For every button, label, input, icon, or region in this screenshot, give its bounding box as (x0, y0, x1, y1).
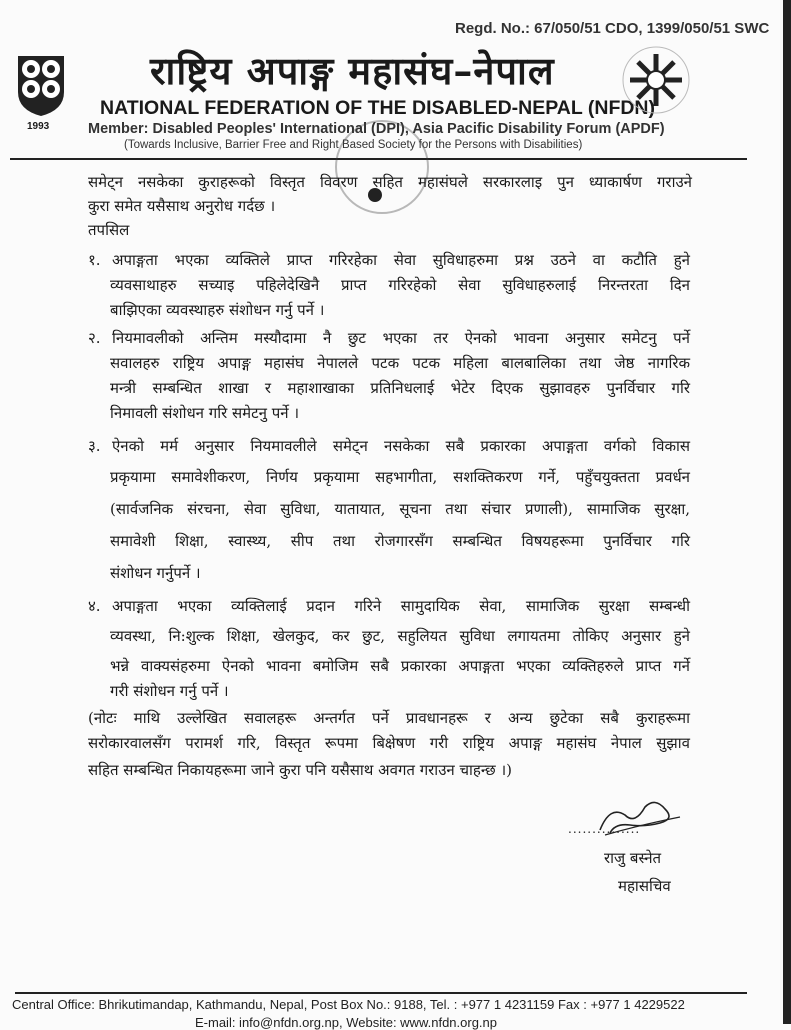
nfdn-logo (14, 52, 68, 118)
item-line: अपाङ्गता भएका व्यक्तिले प्राप्त गरिरहेका सेवा सुविधाहरुमा प्रश्न उठने वा कटौति हुने (112, 251, 690, 269)
signatory-title: महासचिव (618, 877, 671, 895)
signature-line: ............... (568, 822, 641, 836)
item-number: २. (88, 329, 101, 347)
item-number: १. (88, 251, 101, 269)
membership-line: Member: Disabled Peoples' International (DPI), Asia Pacific Disability Forum (APDF) (88, 121, 665, 137)
item-line: अपाङ्गता भएका व्यक्तिलाई प्रदान गरिने सामुदायिक सेवा, सामाजिक सुरक्षा सम्बन्धी (112, 597, 690, 615)
note-line: सरोकारवालसँग परामर्श गरि, विस्तृत रूपमा बिक्षेषण गरी राष्ट्रिय अपाङ्ग महासंघ नेपाल सुझाव (88, 734, 690, 752)
item-line: समावेशी शिक्षा, स्वास्थ्य, सीप तथा रोजगारसँग सम्बन्धित विषयहरूमा पुनर्विचार गरि (110, 532, 690, 550)
section-heading: तपसिल (88, 221, 130, 239)
item-line: संशोधन गर्नुपर्ने । (110, 564, 201, 582)
item-line: गरी संशोधन गर्नु पर्ने । (110, 682, 229, 700)
note-line: सहित सम्बन्धित निकायहरूमा जाने कुरा पनि यसैसाथ अवगत गराउन चाहन्छ ।) (88, 761, 512, 779)
footer-contact: E-mail: info@nfdn.org.np, Website: www.nfdn.org.np (195, 1015, 497, 1030)
logo-year: 1993 (27, 121, 50, 132)
item-line: भन्ने वाक्यसंहरुमा ऐनको भावना बमोजिम सबै प्रकारका अपाङ्गता भएका व्यक्तिहरुले प्राप्त गर्ने (110, 657, 690, 675)
intro-line: कुरा समेत यसैसाथ अनुरोध गर्दछ । (88, 197, 276, 215)
footer-address: Central Office: Bhrikutimandap, Kathmandu, Nepal, Post Box No.: 9188, Tel. : +977 1 4231159 Fax : +977 1 4229522 (12, 997, 685, 1012)
tagline: (Towards Inclusive, Barrier Free and Right Based Society for the Persons with Disabilities) (124, 139, 583, 151)
item-line: सवालहरु राष्ट्रिय अपाङ्ग महासंघ नेपालले पटक पटक महिला बालबालिका तथा जेष्ठ नागरिक (110, 354, 690, 372)
registration-number: Regd. No.: 67/050/51 CDO, 1399/050/51 SWC (455, 20, 770, 37)
item-number: ४. (88, 597, 101, 615)
item-number: ३. (88, 437, 101, 455)
item-line: मन्त्री सम्बन्धित शाखा र महाशाखाका प्रतिनिधलाई भेटेर दिएक सुझावहरु पुनर्विचार गरि (110, 379, 690, 397)
note-line: (नोटः माथि उल्लेखित सवालहरू अन्तर्गत पर्ने प्रावधानहरू र अन्य छुटेका सबै कुराहरूमा (88, 709, 690, 727)
item-line: बाझिएका व्यवस्थाहरु संशोधन गर्नु पर्ने । (110, 301, 325, 319)
intro-line: समेट्न नसकेका कुराहरूको विस्तृत विवरण सहित महासंघले सरकारलाइ पुन ध्याकार्षण गराउने (88, 173, 692, 191)
dpi-logo (620, 44, 692, 116)
item-line: व्यवसाथाहरु सच्याइ पहिलेदेखिनै प्राप्त गरिरहेको सेवा सुविधाहरुलाई निरन्तरता दिन (110, 276, 690, 294)
item-line: ऐनको मर्म अनुसार नियमावलीले समेट्न नसकेका सबै प्रकारका अपाङ्गता वर्गको विकास (112, 437, 690, 455)
footer-divider (15, 992, 747, 994)
organization-title-english: NATIONAL FEDERATION OF THE DISABLED-NEPAL (NFDN) (100, 97, 656, 119)
item-line: निमावली संशोधन गरि समेटनु पर्ने । (110, 404, 300, 422)
item-line: नियमावलीको अन्तिम मस्यौदामा नै छुट भएका तर ऐनको भावना अनुसार समेटनु पर्ने (112, 329, 690, 347)
item-line: (सार्वजनिक संरचना, सेवा सुविधा, यातायात, सूचना तथा संचार प्रणाली), सामाजिक सुरक्षा, (110, 500, 690, 518)
signatory-name: राजु बस्नेत (604, 849, 662, 867)
official-stamp (335, 120, 429, 214)
item-line: प्रकृयामा समावेशीकरण, निर्णय प्रकृयामा सहभागीता, सशक्तिकरण गर्ने, पहुँचयुक्तता प्रवर्धन (110, 468, 690, 486)
scan-edge (783, 0, 791, 1024)
organization-title-nepali: राष्ट्रिय अपाङ्ग महासंघ–नेपाल (150, 48, 555, 93)
item-line: व्यवस्था, नि:शुल्क शिक्षा, खेलकुद, कर छुट, सहुलियत सुविधा लगायतमा तोकिए अनुसार हुने (110, 627, 690, 645)
